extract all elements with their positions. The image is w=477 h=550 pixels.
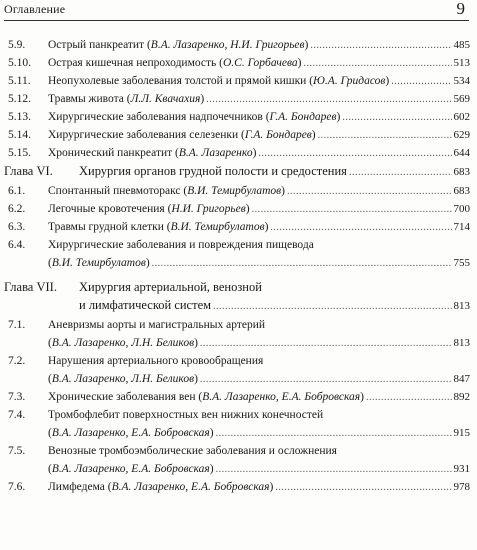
- entry-title: Острый панкреатит (: [48, 39, 151, 51]
- leader-dots: [310, 39, 451, 53]
- entry-page: 915: [453, 427, 470, 439]
- entry-title: Нарушения артериального кровообращения: [48, 355, 264, 367]
- entry-page: 683: [453, 185, 470, 197]
- entry-number: 6.3.: [8, 221, 26, 233]
- entry-number: 7.2.: [8, 355, 26, 367]
- running-title: Оглавление: [4, 2, 66, 16]
- leader-dots: [270, 221, 451, 235]
- entry-number: 7.5.: [8, 445, 26, 457]
- entry-title: (: [48, 257, 52, 269]
- entry-title: и лимфатической систем: [79, 298, 212, 312]
- leader-dots: [366, 391, 451, 405]
- entry-title: (: [48, 373, 52, 385]
- entry-paren: ): [209, 463, 214, 475]
- entry-page: 485: [453, 39, 470, 51]
- entry-title: Спонтанный пневмоторакс (: [48, 185, 188, 197]
- leader-dots: [304, 57, 452, 71]
- leader-dots: [318, 129, 452, 143]
- entry-title: Хронический панкреатит (: [48, 147, 179, 159]
- entry-paren: ): [209, 427, 214, 439]
- entry-number: 5.11.: [8, 75, 31, 87]
- entry-number: 7.4.: [8, 409, 26, 421]
- leader-dots: [275, 481, 451, 495]
- entry-page: 813: [453, 300, 470, 312]
- entry-number: 7.1.: [8, 319, 26, 331]
- entry-title: Венозные тромбоэмболические заболевания и осложнения: [48, 445, 337, 457]
- entry-paren: ): [245, 203, 250, 215]
- entry-number: 5.12.: [8, 93, 31, 105]
- leader-dots: [391, 75, 451, 89]
- entry-number: 7.3.: [8, 391, 26, 403]
- entry-page: 629: [453, 129, 470, 141]
- leader-dots: [152, 257, 452, 271]
- entry-paren: ): [281, 185, 286, 197]
- entry-paren: ): [311, 129, 316, 141]
- entry-title: (: [48, 337, 52, 349]
- entry-title: Травмы грудной клетки (: [48, 221, 171, 233]
- entry-page: 683: [453, 166, 470, 178]
- entry-author: В.А. Лазаренко: [178, 147, 253, 159]
- entry-title: Хирургические заболевания и повреждения пищевода: [48, 239, 314, 251]
- entry-title: Хирургические заболевания селезенки (: [48, 129, 245, 141]
- entry-author: В.И. Темирбулатов: [187, 185, 282, 197]
- leader-dots: [342, 111, 451, 125]
- entry-number: 5.14.: [8, 129, 31, 141]
- entry-author: В.А. Лазаренко, Л.Н. Беликов: [51, 337, 195, 349]
- entry-page: 700: [453, 203, 470, 215]
- entry-paren: ): [252, 147, 257, 159]
- entry-paren: ): [145, 257, 150, 269]
- entry-page: 534: [453, 75, 470, 87]
- entry-author: О.С. Горбачева: [222, 57, 298, 69]
- entry-author: В.И. Темирбулатов: [51, 257, 146, 269]
- entry-paren: ): [200, 93, 205, 105]
- entry-title: Лимфедема (: [48, 481, 112, 493]
- entry-author: В.А. Лазаренко, Л.Н. Беликов: [51, 373, 195, 385]
- entry-author: Г.А. Бондарев: [244, 129, 312, 141]
- entry-author: В.А. Лазаренко, Е.А. Бобровская: [202, 391, 361, 403]
- entry-title: Хирургические заболевания надпочечников (: [48, 111, 270, 123]
- entry-page: 569: [453, 93, 470, 105]
- entry-number: 7.6.: [8, 481, 26, 493]
- entry-title: Хронические заболевания вен (: [48, 391, 203, 403]
- entry-paren: ): [304, 39, 309, 51]
- entry-number: 6.4.: [8, 239, 26, 251]
- running-header: [4, 0, 469, 21]
- entry-paren: ): [269, 481, 274, 493]
- entry-author: В.А. Лазаренко, Е.А. Бобровская: [111, 481, 270, 493]
- entry-number: 5.15.: [8, 147, 31, 159]
- entry-page: 978: [453, 481, 470, 493]
- entry-paren: ): [264, 221, 269, 233]
- entry-paren: ): [336, 111, 341, 123]
- entry-page: 602: [453, 111, 470, 123]
- entry-page: 714: [453, 221, 470, 233]
- entry-title: Травмы живота (: [48, 93, 131, 105]
- leader-dots: [200, 337, 452, 351]
- entry-number: 5.9.: [8, 39, 26, 51]
- entry-author: В.А. Лазаренко, Е.А. Бобровская: [51, 463, 210, 475]
- entry-title: Легочные кровотечения (: [48, 203, 172, 215]
- entry-page: 513: [453, 57, 470, 69]
- page-number: 9: [456, 0, 465, 18]
- entry-author: Ю.А. Гридасов: [313, 75, 386, 87]
- leader-dots: [206, 93, 451, 107]
- entry-title: Хирургия артериальной, венозной: [79, 280, 262, 294]
- entry-title: Аневризмы аорты и магистральных артерий: [48, 319, 266, 331]
- entry-number: Глава VI.: [4, 164, 53, 178]
- entry-title: (: [48, 427, 52, 439]
- entry-page: 931: [453, 463, 470, 475]
- entry-author: В.И. Темирбулатов: [170, 221, 265, 233]
- entry-paren: ): [385, 75, 390, 87]
- entry-author: В.А. Лазаренко, Е.А. Бобровская: [51, 427, 210, 439]
- leader-dots: [216, 427, 452, 441]
- leader-dots: [213, 300, 451, 314]
- entry-number: 5.10.: [8, 57, 31, 69]
- entry-page: 892: [453, 391, 470, 403]
- leader-dots: [216, 463, 452, 477]
- entry-author: В.А. Лазаренко, Н.И. Григорьев: [150, 39, 305, 51]
- leader-dots: [287, 185, 451, 199]
- entry-number: 6.1.: [8, 185, 26, 197]
- entry-number: 5.13.: [8, 111, 31, 123]
- entry-page: 644: [453, 147, 470, 159]
- entry-title: Острая кишечная непроходимость (: [48, 57, 223, 69]
- entry-paren: ): [297, 57, 302, 69]
- entry-page: 847: [453, 373, 470, 385]
- entry-paren: ): [194, 337, 198, 349]
- entry-author: Г.А. Бондарев: [269, 111, 337, 123]
- entry-number: Глава VII.: [4, 280, 57, 294]
- entry-page: 813: [453, 337, 470, 349]
- entry-paren: ): [360, 391, 365, 403]
- entry-page: 755: [453, 257, 470, 269]
- leader-dots: [258, 147, 451, 161]
- entry-author: Н.И. Григорьев: [171, 203, 246, 215]
- entry-title: Неопухолевые заболевания толстой и прямой кишки (: [48, 75, 314, 87]
- entry-title: (: [48, 463, 52, 475]
- leader-dots: [200, 373, 452, 387]
- leader-dots: [252, 203, 452, 217]
- entry-author: Л.Л. Квачахия: [130, 93, 201, 105]
- entry-title: Хирургия органов грудной полости и средостения: [79, 164, 347, 178]
- entry-number: 6.2.: [8, 203, 26, 215]
- leader-dots: [349, 166, 452, 180]
- entry-title: Тромбофлебит поверхностных вен нижних конечностей: [48, 409, 324, 421]
- entry-paren: ): [194, 373, 198, 385]
